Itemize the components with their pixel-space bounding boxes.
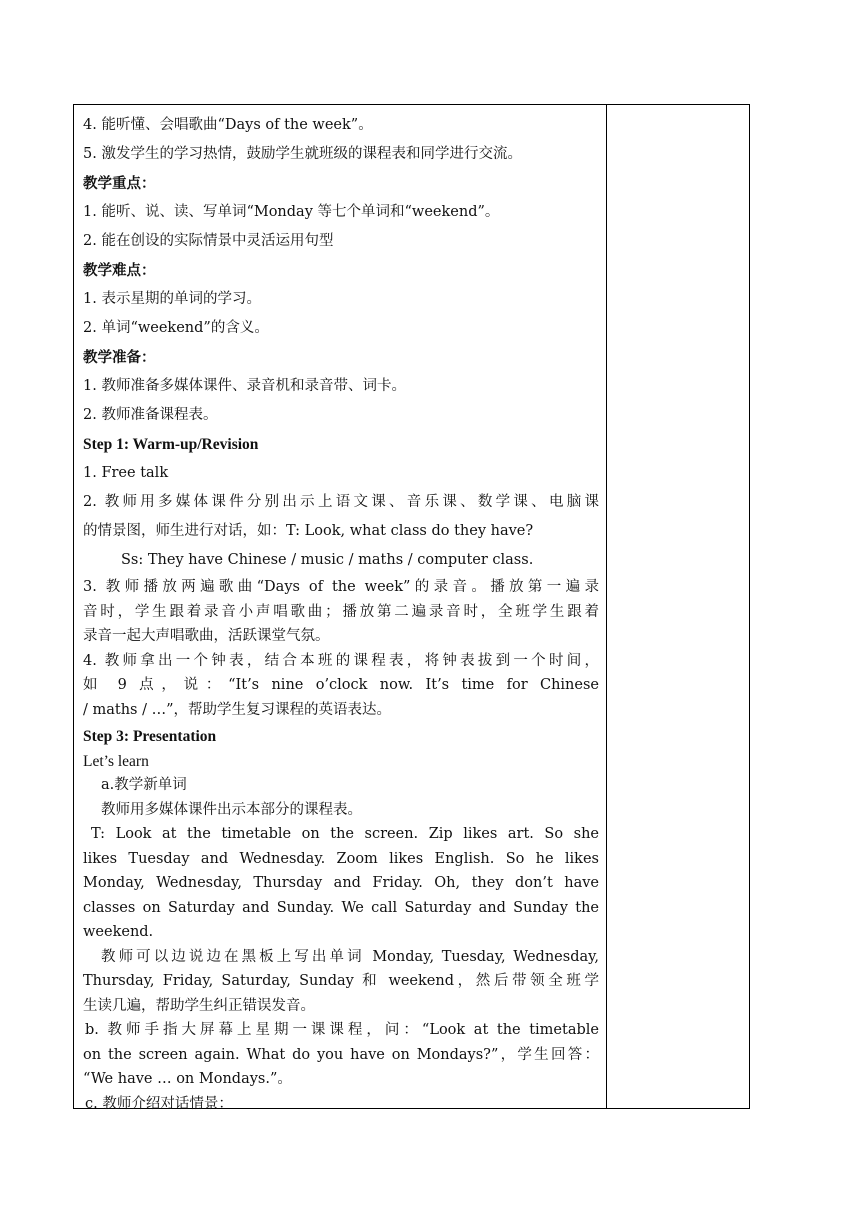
key-point-2: 2. 能在创设的实际情景中灵活运用句型 bbox=[83, 233, 334, 249]
heading-preparation: 教学准备： bbox=[83, 349, 156, 366]
step3-a-line-6: weekend. bbox=[83, 924, 154, 940]
step3-a-line-3: likes Tuesday and Wednesday. Zoom likes English. So he likes bbox=[83, 850, 599, 867]
step3-a-line-9: 生读几遍，帮助学生纠正错误发音。 bbox=[83, 997, 315, 1014]
lesson-plan-table bbox=[73, 104, 750, 1112]
step1-item-2-line-1: 2. 教师用多媒体课件分别出示上语文课、音乐课、数学课、电脑课 bbox=[83, 494, 599, 510]
step3-a-line-4: Monday, Wednesday, Thursday and Friday. Oh, they don’t have bbox=[83, 875, 599, 891]
step1-item-4-line-3: / maths / …”，帮助学生复习课程的英语表达。 bbox=[83, 701, 392, 718]
step1-item-2-line-2: 的情景图，师生进行对话，如：T: Look, what class do they have? bbox=[83, 523, 534, 539]
step3-b-line-3: “We have … on Mondays.”。 bbox=[83, 1071, 292, 1087]
step1-item-3-line-2: 音时，学生跟着录音小声唱歌曲；播放第二遍录音时，全班学生跟着 bbox=[83, 603, 599, 620]
objective-5: 5. 激发学生的学习热情，鼓励学生就班级的课程表和同学进行交流。 bbox=[83, 146, 522, 162]
heading-step-3: Step 3: Presentation bbox=[83, 728, 217, 745]
subheading-lets-learn: Let’s learn bbox=[83, 753, 149, 770]
step3-a-line-5: classes on Saturday and Sunday. We call Saturday and Sunday the bbox=[83, 899, 599, 916]
step3-c-line-1: c. 教师介绍对话情景： bbox=[85, 1095, 233, 1112]
objective-4: 4. 能听懂、会唱歌曲“Days of the week”。 bbox=[83, 117, 373, 133]
preparation-1: 1. 教师准备多媒体课件、录音机和录音带、词卡。 bbox=[83, 378, 406, 394]
key-point-1: 1. 能听、说、读、写单词“Monday 等七个单词和“weekend”。 bbox=[83, 204, 500, 220]
step1-item-3-line-3: 录音一起大声唱歌曲，活跃课堂气氛。 bbox=[83, 628, 330, 644]
heading-key-points: 教学重点： bbox=[83, 175, 156, 192]
step3-a-line-1: 教师用多媒体课件出示本部分的课程表。 bbox=[101, 801, 362, 818]
step1-item-4-line-2: 如 9 点，说：“It’s nine o’clock now. It’s time for Chinese bbox=[83, 677, 599, 693]
step1-item-4-line-1: 4. 教师拿出一个钟表，结合本班的课程表，将钟表拔到一个时间， bbox=[83, 652, 599, 669]
step3-b-line-1: b. 教师手指大屏幕上星期一课课程，问：“Look at the timetable bbox=[85, 1022, 599, 1038]
lesson-content-cell bbox=[83, 111, 599, 1116]
difficulty-1: 1. 表示星期的单词的学习。 bbox=[83, 291, 261, 307]
column-divider bbox=[606, 105, 607, 1108]
difficulty-2: 2. 单词“weekend”的含义。 bbox=[83, 320, 269, 336]
step1-item-3-line-1: 3. 教师播放两遍歌曲“Days of the week”的录音。播放第一遍录 bbox=[83, 579, 599, 595]
heading-step-1: Step 1: Warm-up/Revision bbox=[83, 436, 259, 453]
preparation-2: 2. 教师准备课程表。 bbox=[83, 407, 218, 423]
step1-item-2-line-3: Ss: They have Chinese / music / maths / computer class. bbox=[121, 552, 534, 568]
step3-a-line-7: 教师可以边说边在黑板上写出单词 Monday, Tuesday, Wednesday, bbox=[101, 948, 599, 965]
step3-b-line-2: on the screen again. What do you have on Mondays?”，学生回答： bbox=[83, 1046, 599, 1063]
step3-a-line-2: T: Look at the timetable on the screen. Zip likes art. So she bbox=[91, 826, 599, 842]
step3-a-heading: a.教学新单词 bbox=[101, 777, 187, 793]
step3-a-line-8: Thursday, Friday, Saturday, Sunday 和 weekend，然后带领全班学 bbox=[83, 973, 599, 989]
heading-difficulties: 教学难点： bbox=[83, 262, 156, 279]
step1-item-1: 1. Free talk bbox=[83, 465, 169, 481]
